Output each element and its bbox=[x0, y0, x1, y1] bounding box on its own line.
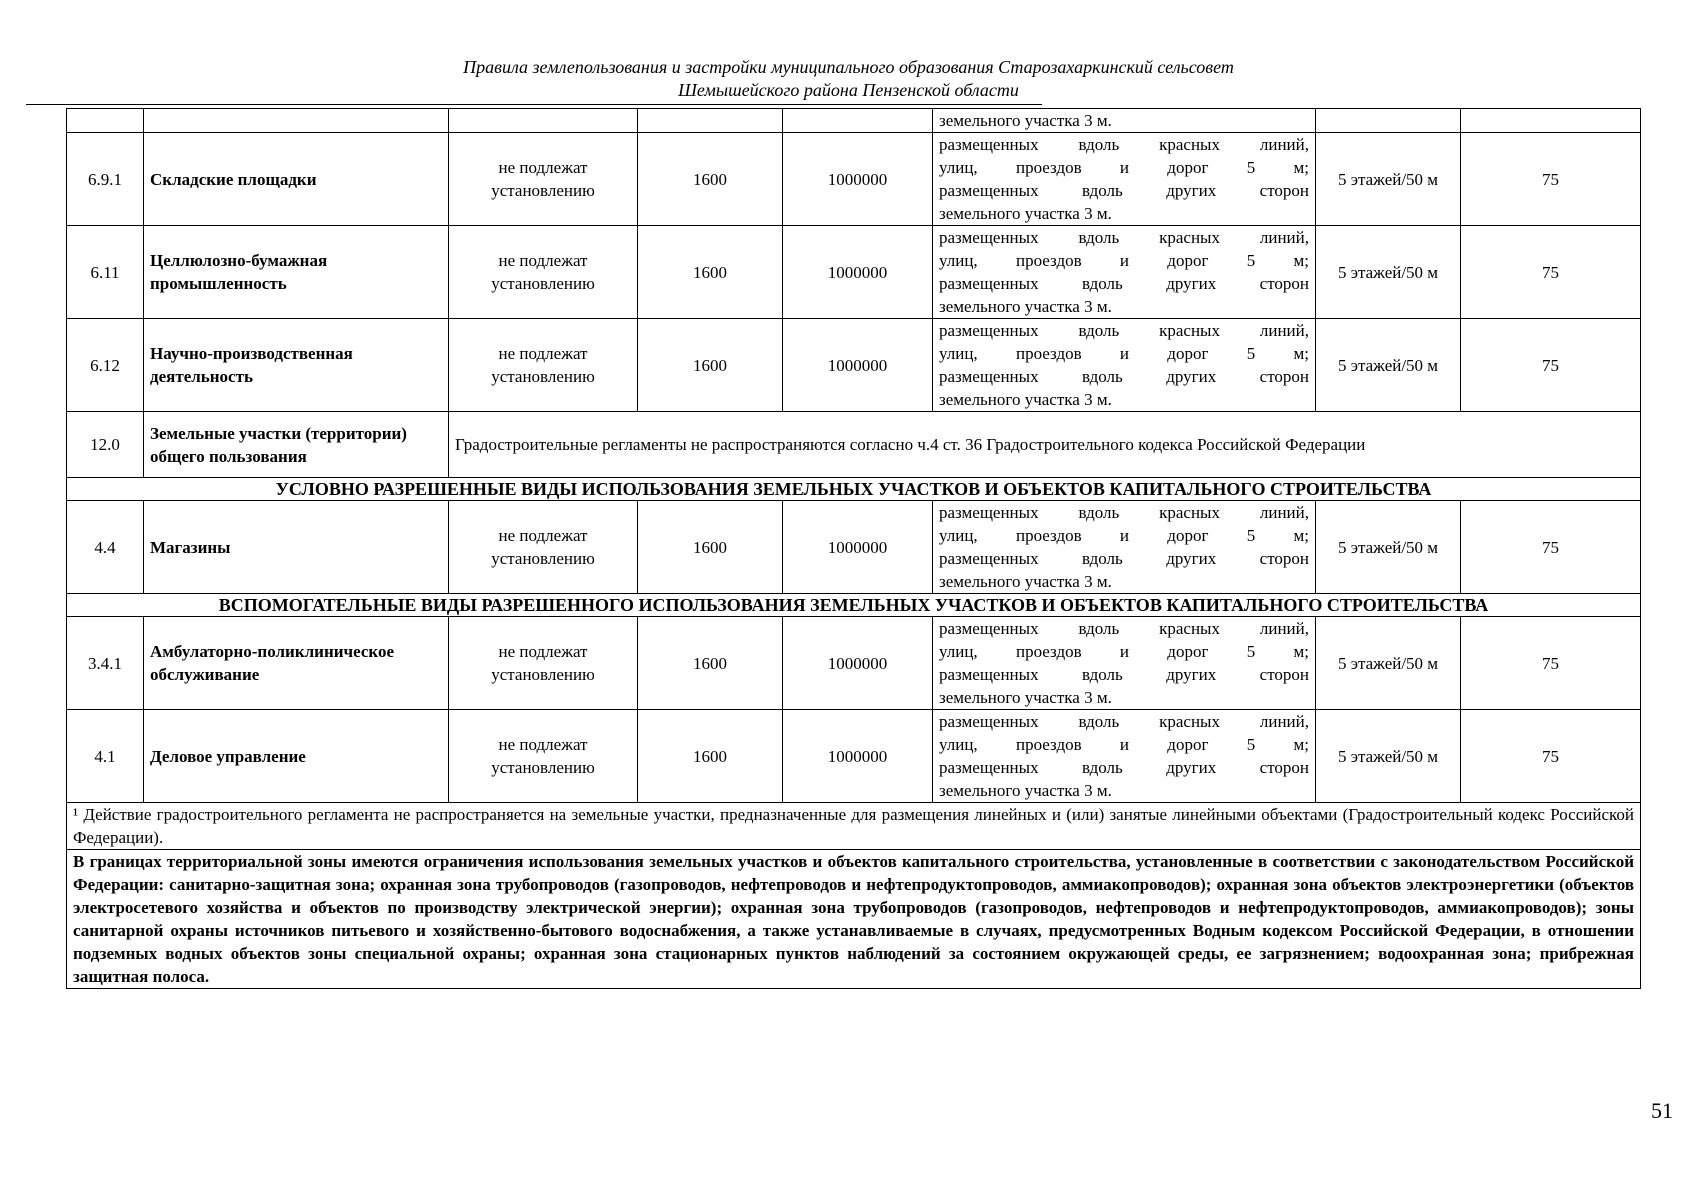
setback-line: размещенных вдоль других сторон bbox=[939, 665, 1309, 684]
setback-cell bbox=[933, 617, 1316, 710]
regulations-table bbox=[66, 108, 1641, 989]
setback-line: размещенных вдоль красных линий, bbox=[939, 503, 1309, 522]
min-area: 1600 bbox=[638, 710, 783, 803]
max-area: 1000000 bbox=[783, 501, 933, 594]
max-area: 1000000 bbox=[783, 226, 933, 319]
setback-cell bbox=[933, 109, 1316, 133]
zone-code: 4.1 bbox=[67, 710, 144, 803]
min-area: 1600 bbox=[638, 617, 783, 710]
table-cell bbox=[449, 109, 638, 133]
min-area: 1600 bbox=[638, 319, 783, 412]
max-coverage: 75 bbox=[1461, 617, 1641, 710]
setback-cell bbox=[933, 226, 1316, 319]
min-size-param: не подлежат установлению bbox=[449, 133, 638, 226]
setback-line: размещенных вдоль других сторон bbox=[939, 549, 1309, 568]
document-header bbox=[0, 56, 1697, 102]
min-size-param: не подлежат установлению bbox=[449, 617, 638, 710]
max-coverage: 75 bbox=[1461, 710, 1641, 803]
setback-line: земельного участка 3 м. bbox=[939, 111, 1112, 130]
max-area: 1000000 bbox=[783, 710, 933, 803]
header-line-2: Шемышейского района Пензенской области bbox=[678, 80, 1019, 100]
setback-line: размещенных вдоль других сторон bbox=[939, 181, 1309, 200]
max-coverage: 75 bbox=[1461, 319, 1641, 412]
header-line-1: Правила землепользования и застройки муниципального образования Старозахаркинский сельсовет bbox=[463, 57, 1234, 77]
setback-line: земельного участка 3 м. bbox=[939, 781, 1112, 800]
min-size-param: не подлежат установлению bbox=[449, 710, 638, 803]
setback-line: размещенных вдоль красных линий, bbox=[939, 135, 1309, 154]
table-row bbox=[67, 710, 1641, 803]
setback-line: размещенных вдоль других сторон bbox=[939, 274, 1309, 293]
section-title: ВСПОМОГАТЕЛЬНЫЕ ВИДЫ РАЗРЕШЕННОГО ИСПОЛЬЗОВАНИЯ ЗЕМЕЛЬНЫХ УЧАСТКОВ И ОБЪЕКТОВ КАПИТАЛЬНОГО СТРОИТЕЛЬСТВА bbox=[67, 594, 1641, 617]
min-area: 1600 bbox=[638, 501, 783, 594]
table-cell bbox=[638, 109, 783, 133]
setback-line: улиц, проездов и дорог 5 м; bbox=[939, 344, 1309, 363]
use-type-name: Земельные участки (территории) общего пользования bbox=[144, 412, 449, 478]
table-row bbox=[67, 501, 1641, 594]
setback-line: размещенных вдоль красных линий, bbox=[939, 228, 1309, 247]
section-header-row bbox=[67, 478, 1641, 501]
footnote-row bbox=[67, 803, 1641, 850]
use-type-name: Складские площадки bbox=[144, 133, 449, 226]
setback-line: размещенных вдоль красных линий, bbox=[939, 712, 1309, 731]
use-type-name: Деловое управление bbox=[144, 710, 449, 803]
use-type-name: Научно-производственная деятельность bbox=[144, 319, 449, 412]
setback-line: размещенных вдоль красных линий, bbox=[939, 321, 1309, 340]
max-floors: 5 этажей/50 м bbox=[1316, 501, 1461, 594]
table-row bbox=[67, 319, 1641, 412]
header-rule bbox=[26, 104, 1042, 105]
min-size-param: не подлежат установлению bbox=[449, 501, 638, 594]
setback-line: улиц, проездов и дорог 5 м; bbox=[939, 642, 1309, 661]
setback-line: земельного участка 3 м. bbox=[939, 688, 1112, 707]
max-floors: 5 этажей/50 м bbox=[1316, 617, 1461, 710]
setback-line: земельного участка 3 м. bbox=[939, 390, 1112, 409]
table-cell bbox=[1461, 109, 1641, 133]
zone-code: 6.9.1 bbox=[67, 133, 144, 226]
max-area: 1000000 bbox=[783, 617, 933, 710]
setback-cell bbox=[933, 710, 1316, 803]
setback-line: улиц, проездов и дорог 5 м; bbox=[939, 251, 1309, 270]
setback-line: улиц, проездов и дорог 5 м; bbox=[939, 735, 1309, 754]
restrictions-row bbox=[67, 850, 1641, 989]
zone-code: 6.11 bbox=[67, 226, 144, 319]
min-size-param: не подлежат установлению bbox=[449, 226, 638, 319]
section-title: УСЛОВНО РАЗРЕШЕННЫЕ ВИДЫ ИСПОЛЬЗОВАНИЯ ЗЕМЕЛЬНЫХ УЧАСТКОВ И ОБЪЕКТОВ КАПИТАЛЬНОГО СТРОИТЕЛЬСТВА bbox=[67, 478, 1641, 501]
table-cell bbox=[1316, 109, 1461, 133]
setback-cell bbox=[933, 133, 1316, 226]
setback-cell bbox=[933, 319, 1316, 412]
use-type-name: Целлюлозно-бумажная промышленность bbox=[144, 226, 449, 319]
max-coverage: 75 bbox=[1461, 133, 1641, 226]
min-size-param: не подлежат установлению bbox=[449, 319, 638, 412]
zone-code: 4.4 bbox=[67, 501, 144, 594]
table-cell bbox=[67, 109, 144, 133]
zone-code: 12.0 bbox=[67, 412, 144, 478]
table-row bbox=[67, 133, 1641, 226]
setback-cell bbox=[933, 501, 1316, 594]
table-row bbox=[67, 412, 1641, 478]
setback-line: размещенных вдоль других сторон bbox=[939, 367, 1309, 386]
max-floors: 5 этажей/50 м bbox=[1316, 133, 1461, 226]
min-area: 1600 bbox=[638, 226, 783, 319]
setback-line: размещенных вдоль красных линий, bbox=[939, 619, 1309, 638]
max-area: 1000000 bbox=[783, 133, 933, 226]
section-header-row bbox=[67, 594, 1641, 617]
max-area: 1000000 bbox=[783, 319, 933, 412]
max-coverage: 75 bbox=[1461, 501, 1641, 594]
max-floors: 5 этажей/50 м bbox=[1316, 226, 1461, 319]
setback-line: земельного участка 3 м. bbox=[939, 297, 1112, 316]
table-row-top-fragment bbox=[67, 109, 1641, 133]
setback-line: размещенных вдоль других сторон bbox=[939, 758, 1309, 777]
use-type-name: Магазины bbox=[144, 501, 449, 594]
regulation-note: Градостроительные регламенты не распространяются согласно ч.4 ст. 36 Градостроительного кодекса Российской Федерации bbox=[449, 412, 1641, 478]
zone-code: 3.4.1 bbox=[67, 617, 144, 710]
page-number: 51 bbox=[1651, 1098, 1673, 1123]
setback-line: земельного участка 3 м. bbox=[939, 572, 1112, 591]
table-row bbox=[67, 617, 1641, 710]
setback-line: улиц, проездов и дорог 5 м; bbox=[939, 158, 1309, 177]
max-floors: 5 этажей/50 м bbox=[1316, 319, 1461, 412]
zone-code: 6.12 bbox=[67, 319, 144, 412]
setback-line: улиц, проездов и дорог 5 м; bbox=[939, 526, 1309, 545]
min-area: 1600 bbox=[638, 133, 783, 226]
table-row bbox=[67, 226, 1641, 319]
max-floors: 5 этажей/50 м bbox=[1316, 710, 1461, 803]
table-cell bbox=[783, 109, 933, 133]
setback-line: земельного участка 3 м. bbox=[939, 204, 1112, 223]
restrictions-note: В границах территориальной зоны имеются ограничения использования земельных участков и объектов капитального строительства, установленные в соответствии с законодательством Российской Федерации: санитарно-защитная зона; охранная зона трубопроводов (газопроводов, нефтепроводов и нефтепродуктопроводов, аммиакопроводов); охранная зона объектов электроэнергетики (объектов электросетевого хозяйства и объектов по производству электрической энергии); охранная зона трубопроводов (газопроводов, нефтепроводов и нефтепродуктопроводов, аммиакопроводов); зоны санитарной охраны источников питьевого и хозяйственно-бытового водоснабжения, а также устанавливаемые в случаях, предусмотренных Водным кодексом Российской Федерации, в отношении подземных водных объектов зоны специальной охраны; охранная зона стационарных пунктов наблюдений за состоянием окружающей среды, ее загрязнением; водоохранная зона; прибрежная защитная полоса. bbox=[67, 850, 1641, 989]
table-cell bbox=[144, 109, 449, 133]
max-coverage: 75 bbox=[1461, 226, 1641, 319]
footnote: ¹ Действие градостроительного регламента не распространяется на земельные участки, предназначенные для размещения линейных и (или) занятые линейными объектами (Градостроительный кодекс Российской Федерации). bbox=[67, 803, 1641, 850]
use-type-name: Амбулаторно-поликлиническое обслуживание bbox=[144, 617, 449, 710]
